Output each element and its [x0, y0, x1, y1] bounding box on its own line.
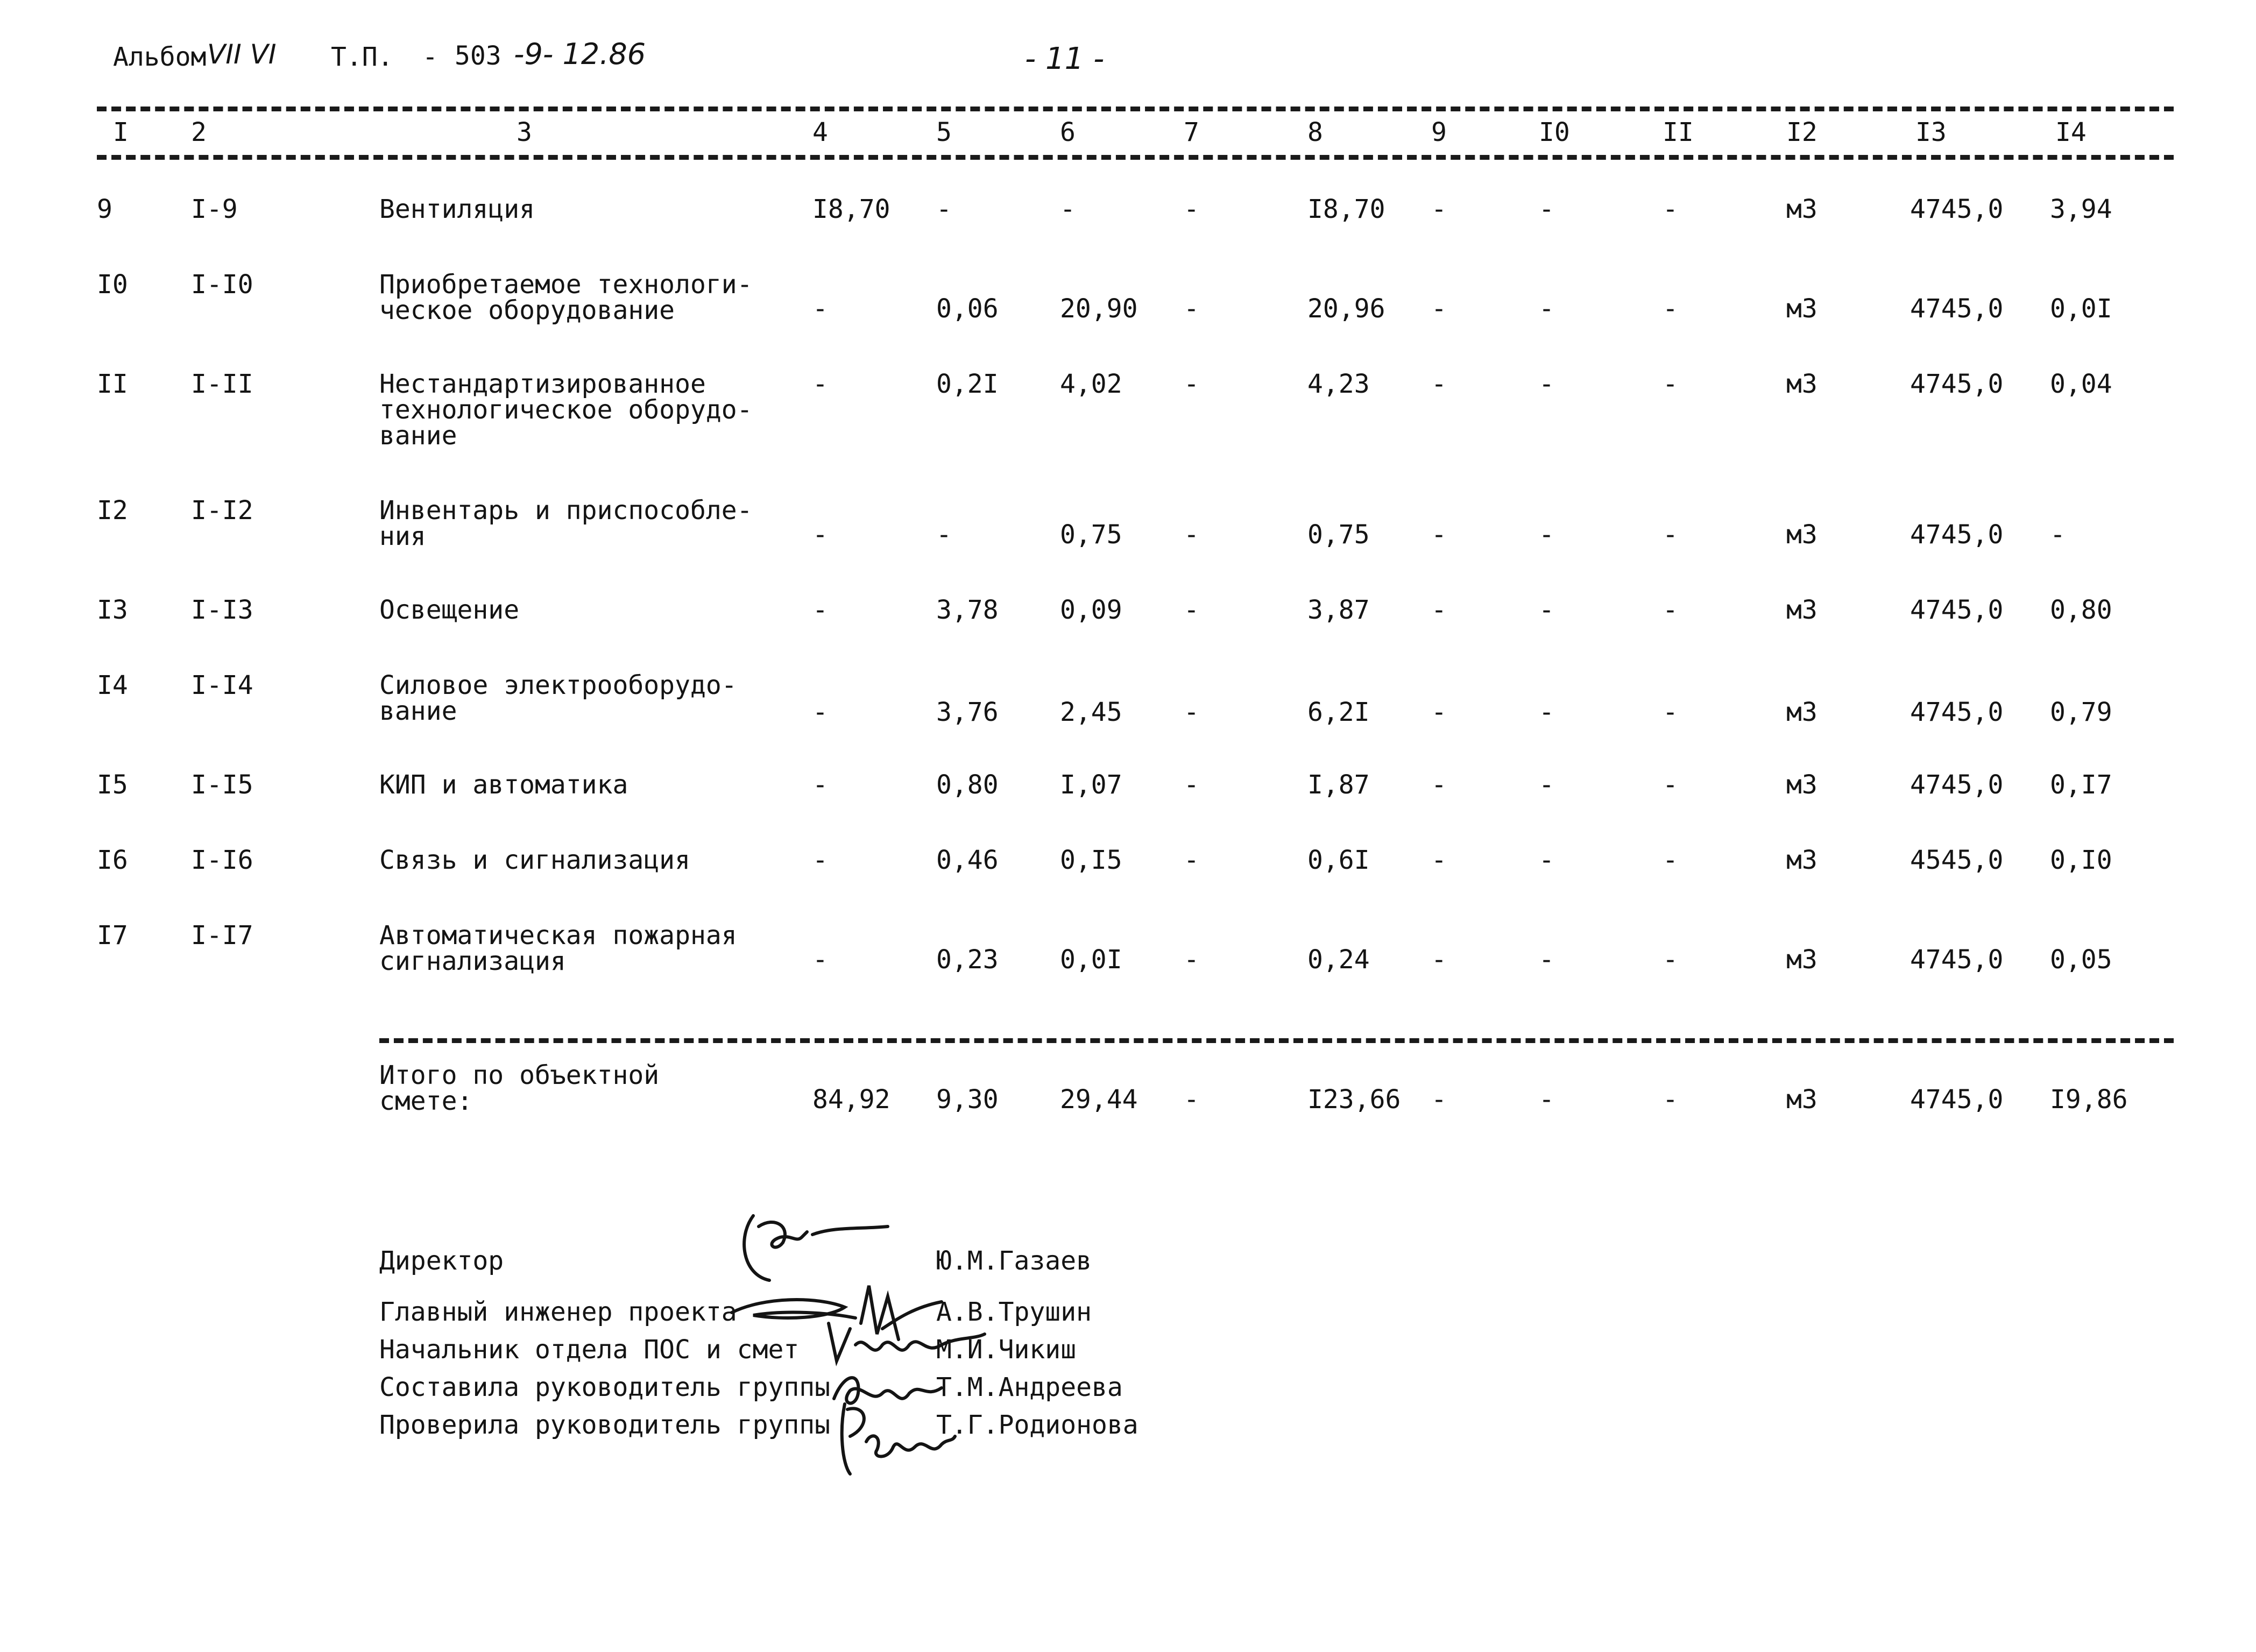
cell-col10: - [1539, 294, 1554, 324]
dash-mark: - [422, 42, 438, 72]
cell-col12: м3 [1786, 595, 1817, 625]
tp-label: Т.П. [331, 42, 393, 72]
cell-col11: - [1663, 697, 1678, 727]
cell-col8: 4,23 [1307, 369, 1370, 399]
col-header-7: 7 [1184, 117, 1199, 147]
cell-col13: 4745,0 [1910, 369, 2004, 399]
row-code: I-I6 [191, 845, 253, 875]
col-header-2: 2 [191, 117, 207, 147]
total-col12: м3 [1786, 1084, 1817, 1115]
checked-by-signature [834, 1399, 958, 1485]
cell-col8: I,87 [1307, 770, 1370, 800]
cell-col5: 0,2I [936, 369, 999, 399]
cell-col11: - [1663, 595, 1678, 625]
cell-col14: 0,0I [2050, 294, 2112, 324]
total-col13: 4745,0 [1910, 1084, 2004, 1115]
cell-col5: 3,76 [936, 697, 999, 727]
compiled-by-title: Составила руководитель группы [379, 1372, 831, 1402]
cell-col7: - [1184, 845, 1199, 875]
cell-col10: - [1539, 194, 1554, 224]
cell-col6: 0,75 [1060, 520, 1122, 550]
cell-col9: - [1431, 294, 1447, 324]
cell-col4: - [812, 945, 828, 975]
row-number: I6 [97, 845, 128, 875]
chief-engineer-title: Главный инженер проекта [379, 1297, 737, 1327]
cell-col12: м3 [1786, 194, 1817, 224]
cell-col6: 0,0I [1060, 945, 1122, 975]
cell-col6: 0,I5 [1060, 845, 1122, 875]
row-code: I-9 [191, 194, 238, 224]
total-col14: I9,86 [2050, 1084, 2128, 1115]
cell-col5: - [936, 520, 952, 550]
row-number: II [97, 369, 128, 399]
row-number: I2 [97, 495, 128, 526]
cell-col13: 4745,0 [1910, 697, 2004, 727]
row-description: Вентиляция [379, 194, 535, 224]
header-bottom-rule [97, 155, 2174, 160]
cell-col8: 0,6I [1307, 845, 1370, 875]
cell-col14: 0,79 [2050, 697, 2112, 727]
cell-col12: м3 [1786, 697, 1817, 727]
row-number: I4 [97, 670, 128, 700]
cell-col8: 6,2I [1307, 697, 1370, 727]
col-header-13: I3 [1915, 117, 1947, 147]
dept-head-name: М.И.Чикиш [936, 1335, 1077, 1365]
cell-col14: 0,80 [2050, 595, 2112, 625]
total-col4: 84,92 [812, 1084, 890, 1115]
cell-col6: 2,45 [1060, 697, 1122, 727]
cell-col4: - [812, 697, 828, 727]
cell-col10: - [1539, 845, 1554, 875]
cell-col14: 3,94 [2050, 194, 2112, 224]
director-title: Директор [379, 1246, 504, 1276]
col-header-8: 8 [1307, 117, 1323, 147]
cell-col14: 0,I0 [2050, 845, 2112, 875]
cell-col11: - [1663, 194, 1678, 224]
col-header-12: I2 [1786, 117, 1817, 147]
cell-col8: 3,87 [1307, 595, 1370, 625]
cell-col5: 0,06 [936, 294, 999, 324]
col-header-14: I4 [2055, 117, 2087, 147]
cell-col10: - [1539, 945, 1554, 975]
cell-col8: 20,96 [1307, 294, 1385, 324]
cell-col4: I8,70 [812, 194, 890, 224]
chief-engineer-name: А.В.Трушин [936, 1297, 1092, 1327]
checked-by-title: Проверила руководитель группы [379, 1410, 831, 1440]
cell-col4: - [812, 520, 828, 550]
row-number: I3 [97, 595, 128, 625]
row-description: КИП и автоматика [379, 770, 628, 800]
col-header-5: 5 [936, 117, 952, 147]
cell-col9: - [1431, 697, 1447, 727]
cell-col4: - [812, 369, 828, 399]
tp-handwritten: -9- 12.86 [514, 37, 646, 71]
cell-col10: - [1539, 770, 1554, 800]
cell-col7: - [1184, 294, 1199, 324]
total-col10: - [1539, 1084, 1554, 1115]
col-header-10: I0 [1539, 117, 1570, 147]
cell-col6: 20,90 [1060, 294, 1138, 324]
cell-col11: - [1663, 770, 1678, 800]
cell-col8: 0,75 [1307, 520, 1370, 550]
cell-col12: м3 [1786, 845, 1817, 875]
cell-col7: - [1184, 194, 1199, 224]
cell-col13: 4745,0 [1910, 194, 2004, 224]
compiled-by-name: Т.М.Андреева [936, 1372, 1123, 1402]
cell-col9: - [1431, 595, 1447, 625]
cell-col5: 3,78 [936, 595, 999, 625]
cell-col9: - [1431, 770, 1447, 800]
cell-col10: - [1539, 369, 1554, 399]
cell-col12: м3 [1786, 369, 1817, 399]
cell-col5: 0,46 [936, 845, 999, 875]
row-number: I7 [97, 920, 128, 951]
cell-col11: - [1663, 369, 1678, 399]
row-code: I-I5 [191, 770, 253, 800]
total-label: Итого по объектной смете: [379, 1060, 660, 1116]
cell-col13: 4745,0 [1910, 945, 2004, 975]
cell-col6: - [1060, 194, 1076, 224]
row-number: I0 [97, 270, 128, 300]
row-code: I-I4 [191, 670, 253, 700]
cell-col12: м3 [1786, 294, 1817, 324]
dept-head-title: Начальник отдела ПОС и смет [379, 1335, 800, 1365]
total-col7: - [1184, 1084, 1199, 1115]
row-description: Приобретаемое технологи- ческое оборудование [379, 270, 753, 325]
cell-col13: 4745,0 [1910, 595, 2004, 625]
cell-col5: 0,80 [936, 770, 999, 800]
cell-col13: 4745,0 [1910, 294, 2004, 324]
cell-col5: 0,23 [936, 945, 999, 975]
cell-col14: - [2050, 520, 2066, 550]
cell-col8: I8,70 [1307, 194, 1385, 224]
total-col8: I23,66 [1307, 1084, 1401, 1115]
row-description: Инвентарь и приспособле- ния [379, 495, 753, 551]
cell-col4: - [812, 770, 828, 800]
cell-col6: 4,02 [1060, 369, 1122, 399]
cell-col14: 0,I7 [2050, 770, 2112, 800]
cell-col7: - [1184, 697, 1199, 727]
album-handwritten: VII VI [207, 39, 277, 70]
row-code: I-I0 [191, 270, 253, 300]
cell-col12: м3 [1786, 945, 1817, 975]
row-code: I-I7 [191, 920, 253, 951]
row-code: I-I3 [191, 595, 253, 625]
col-header-3: 3 [517, 117, 532, 147]
cell-col9: - [1431, 845, 1447, 875]
col-header-11: II [1663, 117, 1694, 147]
col-header-4: 4 [812, 117, 828, 147]
cell-col14: 0,04 [2050, 369, 2112, 399]
director-name: Ю.М.Газаев [936, 1246, 1092, 1276]
cell-col12: м3 [1786, 520, 1817, 550]
cell-col13: 4745,0 [1910, 520, 2004, 550]
cell-col8: 0,24 [1307, 945, 1370, 975]
cell-col13: 4745,0 [1910, 770, 2004, 800]
cell-col11: - [1663, 845, 1678, 875]
total-col5: 9,30 [936, 1084, 999, 1115]
col-header-9: 9 [1431, 117, 1447, 147]
row-number: 9 [97, 194, 112, 224]
total-col11: - [1663, 1084, 1678, 1115]
cell-col6: 0,09 [1060, 595, 1122, 625]
row-number: I5 [97, 770, 128, 800]
cell-col7: - [1184, 945, 1199, 975]
row-description: Автоматическая пожарная сигнализация [379, 920, 737, 976]
cell-col7: - [1184, 770, 1199, 800]
cell-col9: - [1431, 520, 1447, 550]
cell-col5: - [936, 194, 952, 224]
cell-col7: - [1184, 595, 1199, 625]
cell-col6: I,07 [1060, 770, 1122, 800]
row-code: I-I2 [191, 495, 253, 526]
cell-col4: - [812, 845, 828, 875]
total-separator [379, 1038, 2174, 1043]
page-number: - 11 - [1025, 41, 1105, 76]
row-description: Нестандартизированное технологическое оборудо- вание [379, 369, 753, 451]
row-description: Освещение [379, 595, 520, 625]
album-label: Альбом [113, 42, 207, 72]
cell-col12: м3 [1786, 770, 1817, 800]
cell-col4: - [812, 595, 828, 625]
cell-col9: - [1431, 369, 1447, 399]
row-description: Связь и сигнализация [379, 845, 690, 875]
cell-col11: - [1663, 520, 1678, 550]
cell-col10: - [1539, 520, 1554, 550]
cell-col11: - [1663, 945, 1678, 975]
cell-col11: - [1663, 294, 1678, 324]
checked-by-name: Т.Г.Родионова [936, 1410, 1138, 1440]
tp-number: 503 [455, 41, 501, 71]
cell-col9: - [1431, 194, 1447, 224]
row-description: Силовое электрооборудо- вание [379, 670, 737, 726]
cell-col13: 4545,0 [1910, 845, 2004, 875]
cell-col10: - [1539, 697, 1554, 727]
cell-col9: - [1431, 945, 1447, 975]
cell-col4: - [812, 294, 828, 324]
total-col6: 29,44 [1060, 1084, 1138, 1115]
header-top-rule [97, 107, 2174, 111]
cell-col7: - [1184, 369, 1199, 399]
cell-col10: - [1539, 595, 1554, 625]
col-header-1: I [113, 117, 129, 147]
row-code: I-II [191, 369, 253, 399]
cell-col7: - [1184, 520, 1199, 550]
total-col9: - [1431, 1084, 1447, 1115]
col-header-6: 6 [1060, 117, 1076, 147]
cell-col14: 0,05 [2050, 945, 2112, 975]
